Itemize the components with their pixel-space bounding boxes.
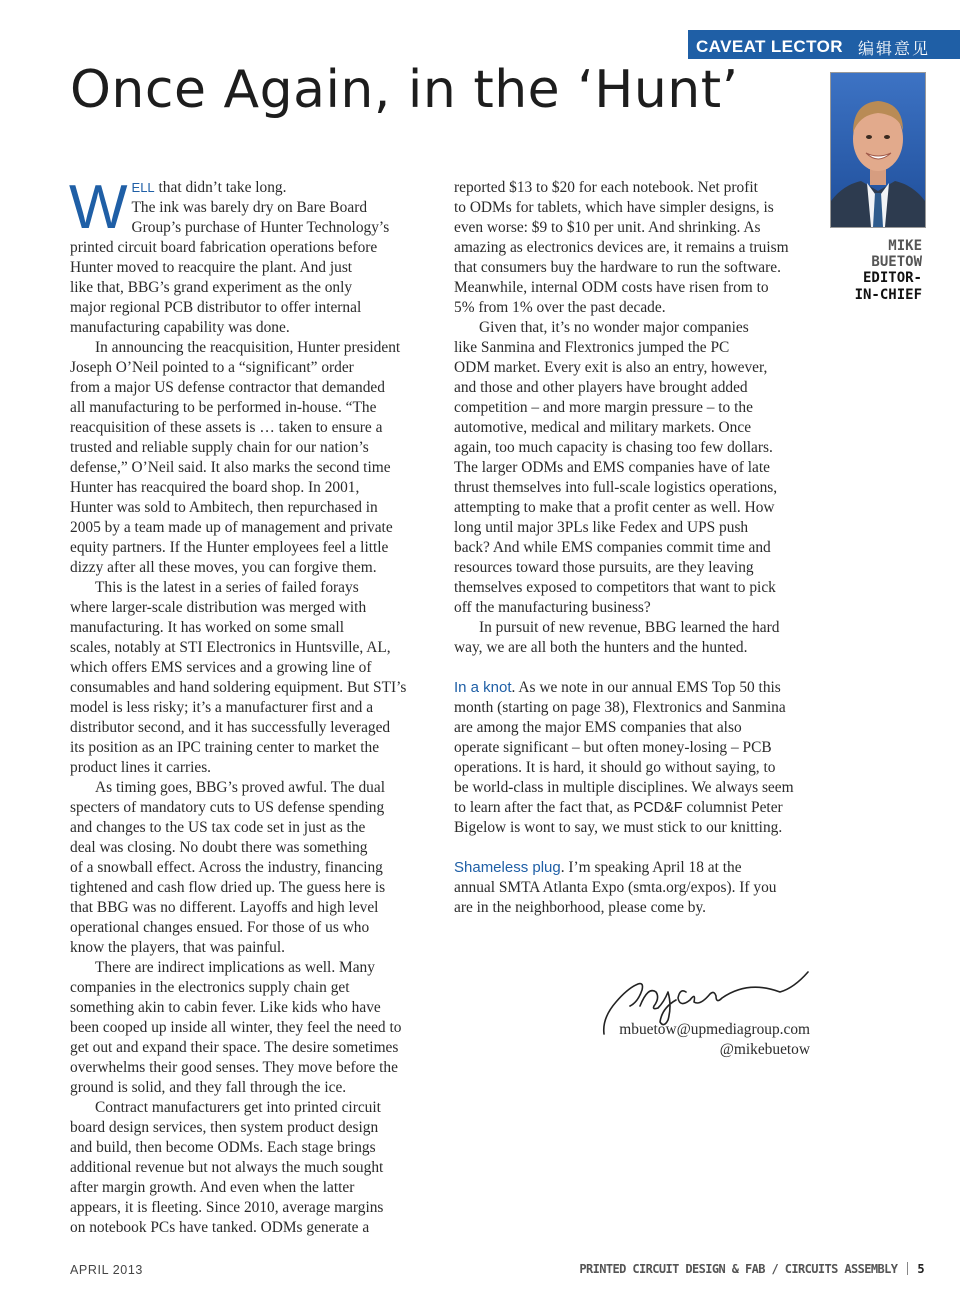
article-paragraph	[454, 178, 810, 318]
text-line: distributor second, and it has successfully leveraged	[70, 719, 391, 736]
text-line: Meanwhile, internal ODM costs have risen from to	[454, 279, 769, 296]
text-line: again, too much capacity is chasing too few dollars.	[454, 439, 773, 456]
text-line: off the manufacturing business?	[454, 599, 651, 616]
text-line: after margin growth. And even when the latter	[70, 1179, 355, 1196]
footer-divider	[907, 1262, 908, 1275]
text-line: defense,” O’Neil said. It also marks the second time	[70, 459, 391, 476]
text-line: Given that, it’s no wonder major companies	[479, 319, 749, 336]
knot-line: month (starting on page 38), Flextronics and Sanmina	[454, 699, 786, 716]
text-line: its position as an IPC training center to market the	[70, 739, 380, 756]
text-line: appears, it is fleeting. Since 2010, average margins	[70, 1199, 384, 1216]
pcdf-brand: PCD&F	[633, 800, 683, 816]
column-2-body	[454, 178, 810, 658]
text-line: like Sanmina and Flextronics jumped the PC	[454, 339, 730, 356]
text-line: model is less risky; it’s a manufacturer first and a	[70, 699, 374, 716]
in-a-knot-paragraph	[454, 678, 810, 838]
text-line: operational changes ensued. For those of us who	[70, 919, 370, 936]
text-line: In announcing the reacquisition, Hunter president	[95, 339, 401, 356]
text-line: specters of mandatory cuts to US defense spending	[70, 799, 385, 816]
text-line: 5% from 1% over the past decade.	[454, 299, 666, 316]
text-line: even worse: $9 to $10 per unit. And shrinking. As	[454, 219, 761, 236]
author-first-name: MIKE	[888, 238, 922, 254]
drop-cap: W	[69, 173, 128, 242]
text-line: ODM market. Every exit is also an entry, however,	[454, 359, 768, 376]
text-line: 2005 by a team made up of management and private	[70, 519, 393, 536]
article-paragraph	[454, 618, 810, 658]
knot-line: columnist Peter	[682, 799, 783, 816]
author-role-line1: EDITOR-	[862, 270, 922, 286]
lead-smallcaps: ELL	[131, 180, 155, 195]
text-line: competition – and more margin pressure – to the	[454, 399, 753, 416]
article-paragraph	[70, 1098, 426, 1238]
text-line: product lines it carries.	[70, 759, 212, 776]
article-paragraph	[70, 338, 426, 578]
author-email[interactable]: mbuetow@upmediagroup.com	[619, 1021, 810, 1038]
page-number: 5	[917, 1262, 924, 1276]
knot-line: be world-class in multiple disciplines. We always seem	[454, 779, 794, 796]
text-line: additional revenue but not always the much sought	[70, 1159, 384, 1176]
knot-line: operate significant – but often money-losing – PCB	[454, 739, 772, 756]
text-line: companies in the electronics supply chain get	[70, 979, 350, 996]
text-line: way, we are all both the hunters and the hunted.	[454, 639, 748, 656]
text-line: As timing goes, BBG’s proved awful. The dual	[95, 779, 385, 796]
text-line: The larger ODMs and EMS companies have of late	[454, 459, 770, 476]
author-byline	[832, 238, 922, 304]
text-line: resources toward those pursuits, are they leaving	[454, 559, 754, 576]
text-line: Group’s purchase of Hunter Technology’s	[131, 219, 390, 236]
text-line: Hunter has reacquired the board shop. In 2001,	[70, 479, 360, 496]
lead-text: that didn’t take long.	[154, 179, 287, 196]
article-column-2	[454, 178, 810, 918]
text-line: and build, then become ODMs. Each stage brings	[70, 1139, 376, 1156]
text-line: long until major 3PLs like Fedex and UPS push	[454, 519, 749, 536]
text-line: get out and expand their space. The desire sometimes	[70, 1039, 399, 1056]
text-line: Hunter was sold to Ambitech, then repurchased in	[70, 499, 378, 516]
text-line: to ODMs for tablets, which have simpler designs, is	[454, 199, 774, 216]
article-paragraph	[70, 958, 426, 1098]
text-line: printed circuit board fabrication operations before	[70, 239, 378, 256]
publication-footer	[579, 1262, 924, 1276]
article-paragraph	[70, 578, 426, 778]
text-line: dizzy after all these moves, you can forgive them.	[70, 559, 377, 576]
in-a-knot-heading: In a knot	[454, 679, 512, 696]
text-line: where larger-scale distribution was merged with	[70, 599, 367, 616]
text-line: been cooped up inside all winter, they feel the need to	[70, 1019, 402, 1036]
section-label-chinese: 编辑意见	[857, 41, 930, 58]
plug-line: . I’m speaking April 18 at the	[560, 859, 742, 876]
text-line: that BBG was no different. Layoffs and high level	[70, 899, 379, 916]
text-line: There are indirect implications as well. Many	[95, 959, 375, 976]
text-line: and those and other players have brought added	[454, 379, 748, 396]
text-line: Joseph O’Neil pointed to a “significant” order	[70, 359, 354, 376]
knot-line: Bigelow is wont to say, we must stick to our knitting.	[454, 819, 783, 836]
text-line: manufacturing capability was done.	[70, 319, 290, 336]
text-line: on notebook PCs have tanked. ODMs generate a	[70, 1219, 370, 1236]
text-line: equity partners. If the Hunter employees feel a little	[70, 539, 389, 556]
section-label: CAVEAT LECTOR	[696, 37, 843, 56]
article-paragraph	[69, 173, 426, 338]
text-line: tightened and cash flow dried up. The guess here is	[70, 879, 386, 896]
article-column-1	[69, 173, 426, 1238]
text-line: The ink was barely dry on Bare Board	[131, 199, 368, 216]
text-line: reacquisition of these assets is … taken to ensure a	[70, 419, 383, 436]
plug-line: annual SMTA Atlanta Expo (smta.org/expos). If you	[454, 879, 777, 896]
text-line: deal was closing. No doubt there was something	[70, 839, 368, 856]
text-line: trusted and reliable supply chain for our nation’s	[70, 439, 369, 456]
text-line: scales, notably at STI Electronics in Huntsville, AL,	[70, 639, 391, 656]
publication-name: PRINTED CIRCUIT DESIGN & FAB / CIRCUITS ASSEMBLY	[579, 1262, 898, 1276]
text-line: from a major US defense contractor that demanded	[70, 379, 385, 396]
text-line: like that, BBG’s grand experiment as the only	[70, 279, 353, 296]
text-line: which offers EMS services and a growing line of	[70, 659, 372, 676]
text-line: reported $13 to $20 for each notebook. Net profit	[454, 179, 758, 196]
text-line: that consumers buy the hardware to run the software.	[454, 259, 781, 276]
shameless-plug-paragraph	[454, 858, 810, 918]
text-line: In pursuit of new revenue, BBG learned the hard	[479, 619, 780, 636]
text-line: and changes to the US tax code set in just as the	[70, 819, 366, 836]
section-banner	[688, 30, 960, 59]
text-line: major regional PCB distributor to offer internal	[70, 299, 362, 316]
article-paragraph	[70, 778, 426, 958]
text-line: themselves exposed to competitors that want to pick	[454, 579, 776, 596]
knot-line: operations. It is hard, it should go without saying, to	[454, 759, 776, 776]
text-line: automotive, medical and military markets. Once	[454, 419, 752, 436]
knot-line: are among the major EMS companies that also	[454, 719, 742, 736]
text-line: of a snowball effect. Across the industry, financing	[70, 859, 383, 876]
author-photo	[830, 72, 926, 228]
knot-line: . As we note in our annual EMS Top 50 this	[511, 679, 781, 696]
text-line: board design services, then system product design	[70, 1119, 379, 1136]
text-line: Hunter moved to reacquire the plant. And just	[70, 259, 353, 276]
text-line: know the players, that was painful.	[70, 939, 285, 956]
author-twitter[interactable]: @mikebuetow	[719, 1041, 810, 1058]
text-line: overwhelms their good senses. They move before the	[70, 1059, 398, 1076]
text-line: amazing as electronics devices are, it remains a truism	[454, 239, 789, 256]
plug-line: are in the neighborhood, please come by.	[454, 899, 707, 916]
author-role-line2: IN-CHIEF	[854, 287, 922, 303]
issue-date: APRIL 2013	[70, 1263, 143, 1277]
text-line: something akin to cabin fever. Like kids who have	[70, 999, 381, 1016]
author-last-name: BUETOW	[871, 254, 922, 270]
text-line: consumables and hand soldering equipment. But STI’s	[70, 679, 407, 696]
text-line: This is the latest in a series of failed forays	[95, 579, 359, 596]
article-title: Once Again, in the ‘Hunt’	[70, 60, 739, 120]
knot-line: to learn after the fact that, as	[454, 799, 634, 816]
text-line: attempting to make that a profit center as well. How	[454, 499, 775, 516]
text-line: manufacturing. It has worked on some small	[70, 619, 344, 636]
author-contact	[560, 1020, 810, 1060]
text-line: Contract manufacturers get into printed circuit	[95, 1099, 381, 1116]
article-paragraph	[454, 318, 810, 618]
text-line: thrust themselves into full-scale logistics operations,	[454, 479, 778, 496]
text-line: all manufacturing to be performed in-house. “The	[70, 399, 377, 416]
shameless-plug-heading: Shameless plug	[454, 859, 561, 876]
text-line: back? And while EMS companies commit time and	[454, 539, 771, 556]
text-line: ground is solid, and they fall through the ice.	[70, 1079, 347, 1096]
